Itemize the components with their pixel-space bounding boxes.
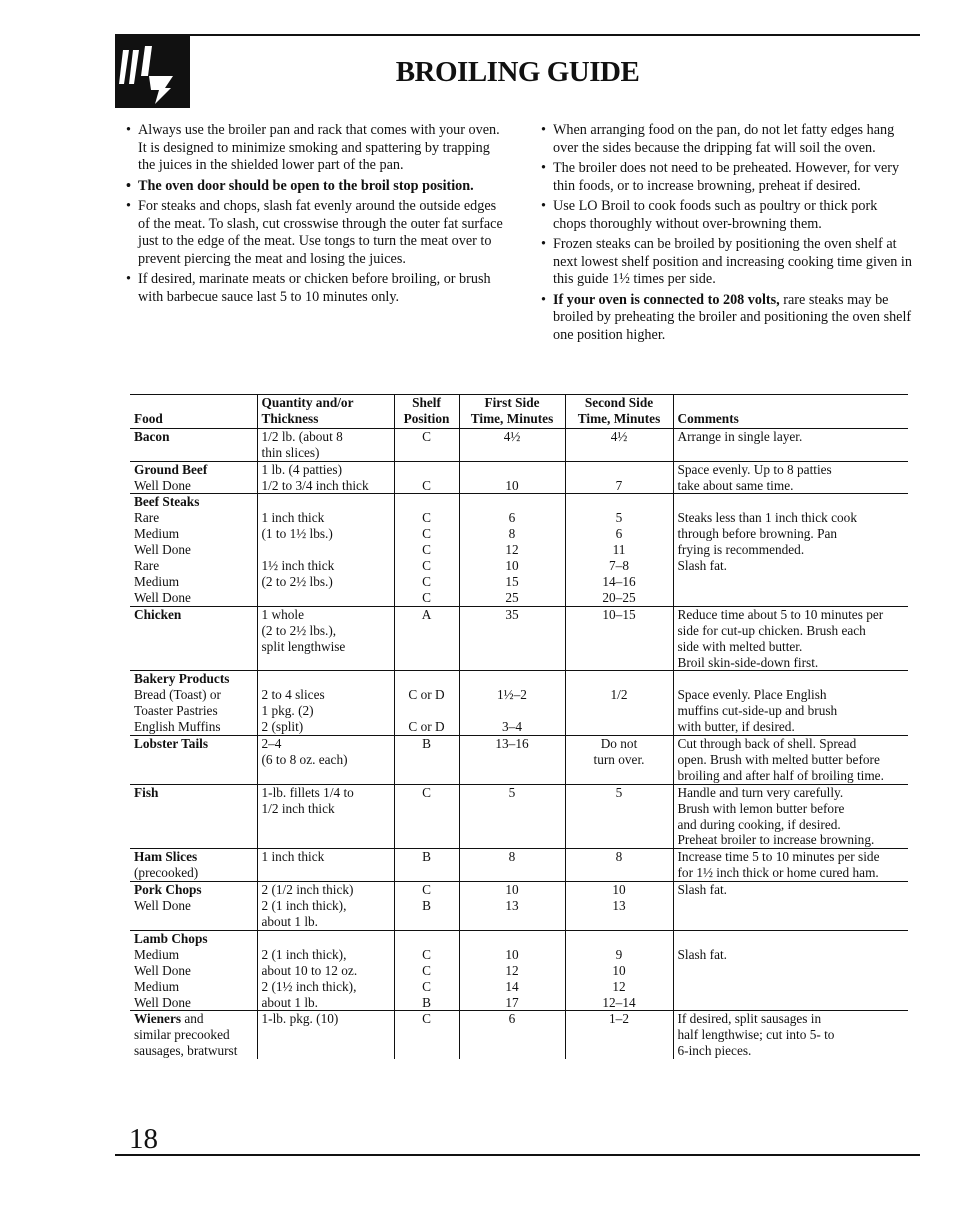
cell-line: Cut through back of shell. Spread bbox=[677, 736, 857, 752]
cell-line: Well Done bbox=[134, 542, 191, 558]
cell-line bbox=[399, 703, 455, 719]
column-header bbox=[673, 395, 908, 429]
cell-line: 10 bbox=[612, 882, 626, 898]
cell-line: 4½ bbox=[503, 428, 521, 444]
table-row bbox=[130, 606, 908, 671]
table-cell-first bbox=[459, 461, 565, 494]
cell-line: 1-lb. fillets 1/4 to bbox=[261, 784, 354, 800]
cell-line: 10 bbox=[505, 558, 519, 574]
table-cell-first bbox=[459, 1011, 565, 1059]
table-cell-second bbox=[565, 849, 673, 882]
column-header-line: Position bbox=[403, 410, 450, 426]
cell-line: Well Done bbox=[134, 589, 191, 605]
cell-line: C bbox=[422, 946, 431, 962]
tip-bullet-text: rare steaks may be broiled by preheating the broiler and positioning the oven shelf one position higher. bbox=[553, 291, 912, 343]
cell-line: about 10 to 12 oz. bbox=[261, 962, 358, 978]
table-cell-shelf bbox=[394, 671, 459, 736]
cell-line: 4½ bbox=[610, 428, 628, 444]
column-header bbox=[130, 395, 257, 429]
table-cell-shelf bbox=[394, 849, 459, 882]
cell-line: Well Done bbox=[134, 994, 191, 1010]
cell-line: 1 inch thick bbox=[261, 510, 325, 526]
table-row bbox=[130, 849, 908, 882]
cell-line bbox=[399, 671, 455, 687]
cell-line bbox=[464, 703, 561, 719]
table-cell-qty bbox=[257, 736, 394, 785]
cell-line: through before browning. Pan bbox=[677, 526, 838, 542]
cell-line: 1 inch thick bbox=[261, 849, 325, 865]
cell-line: Slash fat. bbox=[677, 558, 727, 574]
table-cell-food bbox=[130, 736, 257, 785]
table-cell-second bbox=[565, 930, 673, 1011]
column-header bbox=[257, 395, 394, 429]
table-cell-qty bbox=[257, 849, 394, 882]
table-cell-first bbox=[459, 494, 565, 606]
cell-line: C bbox=[422, 882, 431, 898]
table-cell-second bbox=[565, 494, 673, 606]
table-cell-food bbox=[130, 671, 257, 736]
cell-line: Lamb Chops bbox=[134, 930, 208, 946]
table-cell-first bbox=[459, 930, 565, 1011]
cell-line bbox=[262, 590, 390, 606]
cell-line: Well Done bbox=[134, 962, 191, 978]
table-cell-qty bbox=[257, 930, 394, 1011]
column-header-line: Food bbox=[134, 410, 163, 426]
table-cell-first bbox=[459, 849, 565, 882]
table-cell-shelf bbox=[394, 1011, 459, 1059]
table-cell-food bbox=[130, 1011, 257, 1059]
cell-line: 7 bbox=[615, 477, 623, 493]
table-cell-comments bbox=[673, 606, 908, 671]
cell-line: C or D bbox=[408, 687, 445, 703]
cell-line: half lengthwise; cut into 5- to bbox=[677, 1027, 835, 1043]
cell-line: C bbox=[422, 573, 431, 589]
cell-line: (precooked) bbox=[134, 865, 199, 881]
cell-line: Steaks less than 1 inch thick cook bbox=[677, 510, 857, 526]
cell-line bbox=[399, 931, 455, 947]
cell-line: 13–16 bbox=[495, 736, 529, 752]
cell-line bbox=[399, 462, 455, 478]
cell-line bbox=[464, 462, 561, 478]
table-cell-second bbox=[565, 1011, 673, 1059]
table-cell-second bbox=[565, 882, 673, 931]
cell-line: 1–2 bbox=[609, 1011, 629, 1027]
cell-line: 2 (1½ inch thick), bbox=[261, 978, 357, 994]
cell-line bbox=[570, 462, 669, 478]
cell-line: Reduce time about 5 to 10 minutes per bbox=[677, 606, 884, 622]
cell-line: muffins cut-side-up and brush bbox=[677, 703, 838, 719]
table-cell-shelf bbox=[394, 606, 459, 671]
table-cell-comments bbox=[673, 428, 908, 461]
cell-line bbox=[570, 703, 669, 719]
cell-line: 12–14 bbox=[602, 994, 636, 1010]
cell-line: 1 pkg. (2) bbox=[261, 703, 314, 719]
cell-line: B bbox=[422, 849, 431, 865]
cell-line: Pork Chops bbox=[134, 882, 202, 898]
cell-line: A bbox=[421, 606, 432, 622]
column-header bbox=[459, 395, 565, 429]
table-row bbox=[130, 736, 908, 785]
cell-line: with butter, if desired. bbox=[677, 719, 795, 735]
table-row bbox=[130, 784, 908, 849]
cell-line: 6 bbox=[615, 526, 623, 542]
cell-line: 2 (1/2 inch thick) bbox=[261, 882, 354, 898]
cell-line: Bakery Products bbox=[134, 671, 230, 687]
food-name-bold: Wieners bbox=[134, 1011, 182, 1027]
cell-line: 2 (split) bbox=[261, 719, 304, 735]
table-cell-food bbox=[130, 849, 257, 882]
table-cell-food bbox=[130, 606, 257, 671]
cell-line: B bbox=[422, 736, 431, 752]
cell-line: turn over. bbox=[593, 751, 645, 767]
cell-line bbox=[570, 671, 669, 687]
cell-line: C bbox=[422, 589, 431, 605]
table-cell-qty bbox=[257, 1011, 394, 1059]
table-cell-second bbox=[565, 461, 673, 494]
top-rule bbox=[115, 34, 920, 36]
cell-line: 10–15 bbox=[602, 606, 636, 622]
cell-line bbox=[570, 719, 669, 735]
cell-line: Ham Slices bbox=[134, 849, 198, 865]
broiling-table bbox=[130, 394, 908, 1059]
table-cell-comments bbox=[673, 461, 908, 494]
cell-line: 17 bbox=[505, 994, 519, 1010]
table-cell-second bbox=[565, 606, 673, 671]
cell-line bbox=[678, 995, 905, 1011]
cell-line: C or D bbox=[408, 719, 445, 735]
broiler-flame-icon bbox=[115, 36, 190, 108]
table-cell-food bbox=[130, 784, 257, 849]
cell-line: 20–25 bbox=[602, 589, 636, 605]
cell-line: C bbox=[422, 962, 431, 978]
cell-line: side for cut-up chicken. Brush each bbox=[677, 622, 866, 638]
cell-line: 12 bbox=[505, 962, 519, 978]
tip-bullet: • If desired, marinate meats or chicken before broiling, or brush with barbecue sauce last 5 to 10 minutes only. bbox=[126, 271, 504, 306]
cell-line bbox=[262, 671, 390, 687]
cell-line: 5 bbox=[615, 784, 623, 800]
cell-line: Toaster Pastries bbox=[134, 703, 218, 719]
cell-line: If desired, split sausages in bbox=[677, 1011, 822, 1027]
cell-line: about 1 lb. bbox=[261, 914, 319, 929]
cell-line: English Muffins bbox=[134, 719, 221, 735]
cell-line: 10 bbox=[505, 946, 519, 962]
cell-line bbox=[678, 494, 905, 510]
table-cell-food bbox=[130, 461, 257, 494]
cell-line: about 1 lb. bbox=[261, 994, 319, 1010]
cell-line: thin slices) bbox=[261, 444, 320, 460]
cell-line: (1 to 1½ lbs.) bbox=[261, 526, 333, 542]
cell-line: broiling and after half of broiling time. bbox=[677, 767, 884, 783]
cell-line: C bbox=[422, 542, 431, 558]
cell-line: 8 bbox=[508, 849, 516, 865]
cell-line: 1/2 inch thick bbox=[261, 800, 335, 816]
cell-line: 14 bbox=[505, 978, 519, 994]
table-cell-shelf bbox=[394, 930, 459, 1011]
table-cell-second bbox=[565, 671, 673, 736]
tip-bullet bbox=[541, 160, 913, 195]
cell-line: B bbox=[422, 994, 431, 1010]
tip-bullet-text: When arranging food on the pan, do not let fatty edges hang over the sides because the dripping fat will soil the oven. bbox=[553, 122, 895, 156]
cell-line: Medium bbox=[134, 978, 180, 994]
table-cell-qty bbox=[257, 882, 394, 931]
table-cell-shelf bbox=[394, 428, 459, 461]
cell-line: frying is recommended. bbox=[677, 542, 805, 558]
cell-line: C bbox=[422, 510, 431, 526]
column-header-line: Second Side bbox=[584, 395, 654, 410]
cell-line bbox=[678, 574, 905, 590]
column-header-line: First Side bbox=[484, 395, 540, 410]
tips-left-column bbox=[126, 122, 504, 309]
cell-line: Rare bbox=[134, 558, 160, 574]
tip-bullet: • For steaks and chops, slash fat evenly around the outside edges of the meat. To slash, cut crosswise through the outer fat surface just to the edge of the meat. Use tongs to turn the meat over to prevent piercing the meat and losing the juices. bbox=[126, 198, 504, 268]
cell-line bbox=[464, 931, 561, 947]
cell-line: 1/2 lb. (about 8 bbox=[261, 428, 343, 444]
column-header-line: Time, Minutes bbox=[577, 410, 661, 426]
tip-bullet: • The oven door should be open to the broil stop position. bbox=[126, 178, 504, 196]
cell-line: C bbox=[422, 428, 431, 444]
cell-line: Beef Steaks bbox=[134, 494, 200, 510]
cell-line: 10 bbox=[505, 882, 519, 898]
column-header-line: Shelf bbox=[412, 395, 441, 410]
page-title: BROILING GUIDE bbox=[395, 56, 640, 88]
tip-bullet bbox=[541, 236, 913, 289]
cell-line: 13 bbox=[505, 898, 519, 914]
cell-line: 1½ inch thick bbox=[261, 558, 335, 574]
table-row bbox=[130, 930, 908, 1011]
cell-line: Well Done bbox=[134, 898, 191, 914]
cell-line: Brush with lemon butter before bbox=[677, 800, 845, 816]
table-cell-first bbox=[459, 882, 565, 931]
table-cell-second bbox=[565, 736, 673, 785]
cell-line: 2–4 bbox=[261, 736, 282, 752]
table-header-row bbox=[130, 395, 908, 429]
cell-line: Medium bbox=[134, 573, 180, 589]
table-row bbox=[130, 882, 908, 931]
cell-line: 8 bbox=[508, 526, 516, 542]
cell-line: 10 bbox=[505, 477, 519, 493]
cell-line: Bread (Toast) or bbox=[134, 687, 221, 703]
cell-line bbox=[678, 590, 905, 606]
cell-line: Slash fat. bbox=[677, 946, 727, 962]
table-body bbox=[130, 428, 908, 1059]
cell-line: 15 bbox=[505, 573, 519, 589]
cell-line: 1½–2 bbox=[497, 687, 527, 703]
cell-line: and during cooking, if desired. bbox=[677, 816, 841, 832]
table-cell-qty bbox=[257, 671, 394, 736]
table-row bbox=[130, 1011, 908, 1059]
cell-line: Space evenly. Up to 8 patties bbox=[677, 461, 832, 477]
cell-line: open. Brush with melted butter before bbox=[677, 751, 880, 767]
table-cell-shelf bbox=[394, 461, 459, 494]
cell-line: C bbox=[422, 978, 431, 994]
table-cell-qty bbox=[257, 461, 394, 494]
table-cell-shelf bbox=[394, 736, 459, 785]
cell-line bbox=[570, 494, 669, 510]
cell-line: 12 bbox=[505, 542, 519, 558]
cell-line: Do not bbox=[600, 736, 638, 752]
table-cell-comments bbox=[673, 1011, 908, 1059]
cell-line: 25 bbox=[505, 589, 519, 605]
cell-line: Increase time 5 to 10 minutes per side bbox=[677, 849, 880, 865]
cell-line: C bbox=[422, 784, 431, 800]
tip-bullet-lead: If your oven is connected to 208 volts, bbox=[553, 291, 780, 308]
table-cell-shelf bbox=[394, 494, 459, 606]
table-cell-food bbox=[130, 930, 257, 1011]
cell-line bbox=[262, 494, 390, 510]
table-cell-comments bbox=[673, 930, 908, 1011]
cell-line: take about same time. bbox=[677, 477, 794, 493]
cell-line: (2 to 2½ lbs.), bbox=[261, 622, 337, 638]
cell-line: 13 bbox=[612, 898, 626, 914]
cell-line bbox=[678, 931, 905, 947]
table-cell-comments bbox=[673, 736, 908, 785]
table-row bbox=[130, 494, 908, 606]
cell-line: 35 bbox=[505, 606, 519, 622]
tip-bullet-text: The broiler does not need to be preheated. However, for very thin foods, or to increase browning, preheat if desired. bbox=[553, 160, 900, 194]
table-cell-food bbox=[130, 882, 257, 931]
cell-line bbox=[570, 931, 669, 947]
table-cell-comments bbox=[673, 849, 908, 882]
table-cell-qty bbox=[257, 428, 394, 461]
cell-line: 2 to 4 slices bbox=[261, 687, 325, 703]
cell-line: 7–8 bbox=[609, 558, 629, 574]
cell-line: (2 to 2½ lbs.) bbox=[261, 573, 333, 589]
column-header-line: Quantity and/or bbox=[261, 395, 354, 410]
tip-bullet bbox=[541, 292, 913, 345]
cell-line: Bacon bbox=[134, 428, 170, 444]
cell-line: 8 bbox=[615, 849, 623, 865]
table-cell-shelf bbox=[394, 784, 459, 849]
cell-line: sausages, bratwurst bbox=[134, 1043, 238, 1059]
cell-line: Medium bbox=[134, 946, 180, 962]
cell-line: 1 lb. (4 patties) bbox=[261, 461, 343, 477]
column-header-line: Comments bbox=[677, 410, 739, 426]
table-row bbox=[130, 428, 908, 461]
cell-line: side with melted butter. bbox=[677, 638, 803, 654]
column-header bbox=[394, 395, 459, 429]
cell-line: similar precooked bbox=[134, 1027, 230, 1043]
cell-line: Handle and turn very carefully. bbox=[677, 784, 844, 800]
table-cell-first bbox=[459, 428, 565, 461]
table-cell-comments bbox=[673, 494, 908, 606]
cell-line: 1/2 to 3/4 inch thick bbox=[261, 477, 369, 493]
bottom-rule bbox=[115, 1154, 920, 1156]
table-cell-second bbox=[565, 428, 673, 461]
cell-line: Lobster Tails bbox=[134, 736, 209, 752]
table-cell-comments bbox=[673, 671, 908, 736]
cell-line: Wieners and bbox=[134, 1011, 204, 1027]
cell-line: C bbox=[422, 477, 431, 493]
tip-bullet: • Always use the broiler pan and rack that comes with your oven. It is designed to minimize smoking and spattering by trapping the juices in the shielded lower part of the pan. bbox=[126, 122, 504, 175]
cell-line bbox=[399, 494, 455, 510]
cell-line: 1 whole bbox=[261, 606, 304, 622]
cell-line bbox=[464, 671, 561, 687]
column-header bbox=[565, 395, 673, 429]
cell-line: 14–16 bbox=[602, 573, 636, 589]
table-cell-qty bbox=[257, 494, 394, 606]
cell-line: 6 bbox=[508, 1011, 516, 1027]
table-cell-first bbox=[459, 606, 565, 671]
cell-line: Broil skin-side-down first. bbox=[677, 654, 819, 670]
cell-line bbox=[678, 671, 905, 687]
cell-line bbox=[262, 542, 390, 558]
table-cell-second bbox=[565, 784, 673, 849]
cell-line bbox=[678, 963, 905, 979]
cell-line: for 1½ inch thick or home cured ham. bbox=[677, 865, 879, 881]
cell-line: Medium bbox=[134, 526, 180, 542]
table-cell-first bbox=[459, 671, 565, 736]
table-cell-qty bbox=[257, 606, 394, 671]
cell-line: 11 bbox=[612, 542, 626, 558]
tip-bullet bbox=[541, 122, 913, 157]
cell-line: Space evenly. Place English bbox=[677, 687, 827, 703]
cell-line: 5 bbox=[615, 510, 623, 526]
cell-line bbox=[262, 931, 390, 947]
cell-line bbox=[464, 494, 561, 510]
cell-line: split lengthwise bbox=[261, 638, 346, 654]
cell-line: 1/2 bbox=[610, 687, 628, 703]
cell-line: Rare bbox=[134, 510, 160, 526]
table-row bbox=[130, 461, 908, 494]
cell-line: 6-inch pieces. bbox=[677, 1043, 752, 1059]
cell-line: 3–4 bbox=[502, 719, 522, 735]
cell-line: (6 to 8 oz. each) bbox=[261, 751, 348, 767]
cell-line: Chicken bbox=[134, 606, 182, 622]
cell-line bbox=[678, 979, 905, 995]
cell-line: 10 bbox=[612, 962, 626, 978]
cell-line: Slash fat. bbox=[677, 882, 727, 898]
cell-line: 5 bbox=[508, 784, 516, 800]
cell-line: Well Done bbox=[134, 477, 191, 493]
tip-bullet bbox=[541, 198, 913, 233]
table-cell-qty bbox=[257, 784, 394, 849]
tips-right-column bbox=[541, 122, 913, 347]
cell-line: C bbox=[422, 526, 431, 542]
table-cell-food bbox=[130, 494, 257, 606]
cell-line: 2 (1 inch thick), bbox=[261, 946, 347, 962]
column-header-line: Time, Minutes bbox=[470, 410, 554, 426]
cell-line: 9 bbox=[615, 946, 623, 962]
cell-line: C bbox=[422, 1011, 431, 1027]
cell-line: B bbox=[422, 898, 431, 914]
cell-line: 6 bbox=[508, 510, 516, 526]
table-cell-comments bbox=[673, 882, 908, 931]
cell-line: Fish bbox=[134, 784, 159, 800]
cell-line: 12 bbox=[612, 978, 626, 994]
cell-line: 1-lb. pkg. (10) bbox=[261, 1011, 339, 1027]
table-cell-food bbox=[130, 428, 257, 461]
cell-line: Preheat broiler to increase browning. bbox=[677, 832, 875, 848]
table-cell-shelf bbox=[394, 882, 459, 931]
tip-bullet-text: Use LO Broil to cook foods such as poultry or thick pork chops thoroughly without over-browning them. bbox=[553, 198, 878, 232]
cell-line: C bbox=[422, 558, 431, 574]
cell-line: 2 (1 inch thick), bbox=[261, 898, 347, 914]
cell-line: Ground Beef bbox=[134, 461, 208, 477]
cell-line: Arrange in single layer. bbox=[677, 428, 803, 444]
tip-bullet-text: Frozen steaks can be broiled by positioning the oven shelf at next lowest shelf position and increasing cooking time given in this guide 1½ times per side. bbox=[553, 236, 912, 287]
page-number: 18 bbox=[129, 1123, 158, 1155]
table-cell-first bbox=[459, 736, 565, 785]
table-cell-first bbox=[459, 784, 565, 849]
column-header-line: Thickness bbox=[261, 410, 319, 426]
table-cell-comments bbox=[673, 784, 908, 849]
table-row bbox=[130, 671, 908, 736]
